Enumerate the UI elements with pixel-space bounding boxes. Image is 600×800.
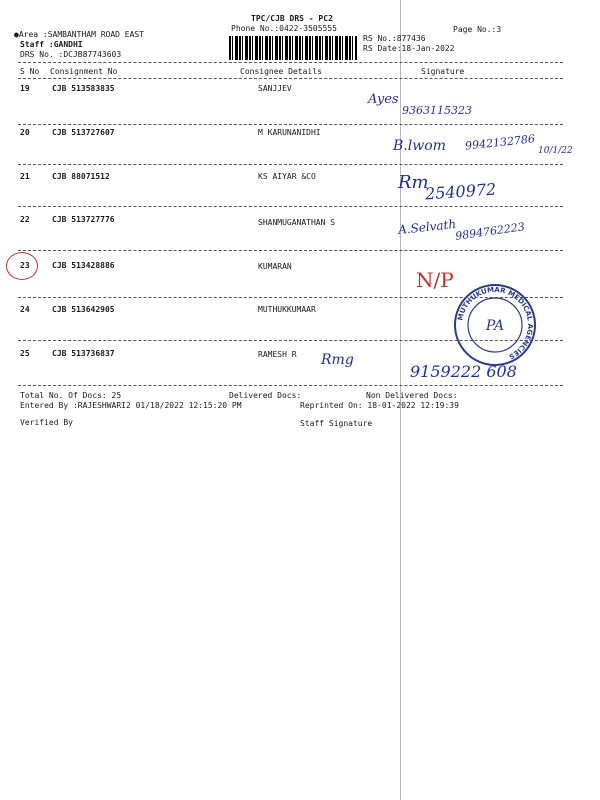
col-consignment: Consignment No [50,67,118,76]
verified-by: Verified By [20,418,73,427]
date-row-20: 10/1/22 [538,146,573,156]
row-consignee: SHANMUGANATHAN S [258,218,336,227]
col-sno: S No [20,67,40,76]
area-label [14,30,144,39]
row-sno: 21 [20,172,30,181]
row-consignee: KS AIYAR &CO [258,172,316,181]
row-sno: 19 [20,84,30,93]
row-consignment: CJB 513727776 [52,215,115,224]
row-consignee: RAMESH R [258,350,297,359]
total-docs: Total No. Of Docs: 25 [20,391,122,400]
entered-by: Entered By :RAJESHWARI2 01/18/2022 12:15:20 PM [20,401,242,410]
header-divider [18,62,563,63]
phone-row-21: 2540972 [424,179,497,204]
row-sno: 23 [20,261,30,270]
row-divider [18,250,563,251]
signature-row-25: Rmg [321,352,354,368]
row-consignee: KUMARAN [258,262,292,271]
signature-row-21: Rm [398,172,429,193]
row-consignee: MUTHUKKUMAAR [258,305,316,314]
columns-divider [18,78,563,79]
reprinted-on: Reprinted On: 18-01-2022 12:19:39 [300,401,459,410]
row-sno: 25 [20,349,30,358]
row-divider [18,164,563,165]
non-delivered-docs: Non Delivered Docs: [366,391,458,400]
signature-row-19: Ayes [368,92,399,107]
company-stamp [452,282,538,368]
row-divider [18,124,563,125]
staff-label: Staff :GANDHI [20,40,83,49]
row-consignment: CJB 513727607 [52,128,115,137]
page-number: Page No.:3 [453,25,502,34]
phone-row-25: 9159222 608 [410,362,517,381]
signature-row-22: A.Selvath [397,217,457,237]
bullet-icon: ● [14,30,19,39]
row-sno: 22 [20,215,30,224]
col-signature: Signature [421,67,465,76]
rs-number: RS No.:877436 [363,34,426,43]
row-consignment: CJB 513428886 [52,261,115,270]
np-mark-row-23: N/P [416,268,454,292]
phone-row-22: 9894762223 [454,220,526,243]
row-divider [18,206,563,207]
phone-row-19: 9363115323 [402,104,472,117]
phone-number: Phone No.:0422-3505555 [231,24,337,33]
row-consignment: CJB 513583835 [52,84,115,93]
drs-number: DRS No. :DCJB87743603 [20,50,122,59]
stamp-center-text: PA [485,318,505,334]
row-consignment: CJB 88071512 [52,172,110,181]
row-consignee: SANJJEV [258,84,292,93]
scan-fold-line [400,0,401,800]
row-consignment: CJB 513736837 [52,349,115,358]
delivered-docs: Delivered Docs: [229,391,302,400]
col-consignee: Consignee Details [240,67,322,76]
document-title: TPC/CJB DRS - PC2 [251,14,333,23]
rs-date: RS Date:18-Jan-2022 [363,44,455,53]
table-bottom-divider [18,385,563,386]
signature-row-20: B.lwom [393,138,446,154]
phone-row-20: 9942132786 [464,132,536,153]
stamp-ring-text: MUTHUKUMAR MEDICAL AGENCIES [456,285,535,361]
staff-signature: Staff Signature [300,419,373,428]
row-sno: 24 [20,305,30,314]
row-consignment: CJB 513642905 [52,305,115,314]
row-consignee: M KARUNANIDHI [258,128,321,137]
area-text: Area :SAMBANTHAM ROAD EAST [18,30,145,39]
row-sno: 20 [20,128,30,137]
barcode [229,36,357,60]
